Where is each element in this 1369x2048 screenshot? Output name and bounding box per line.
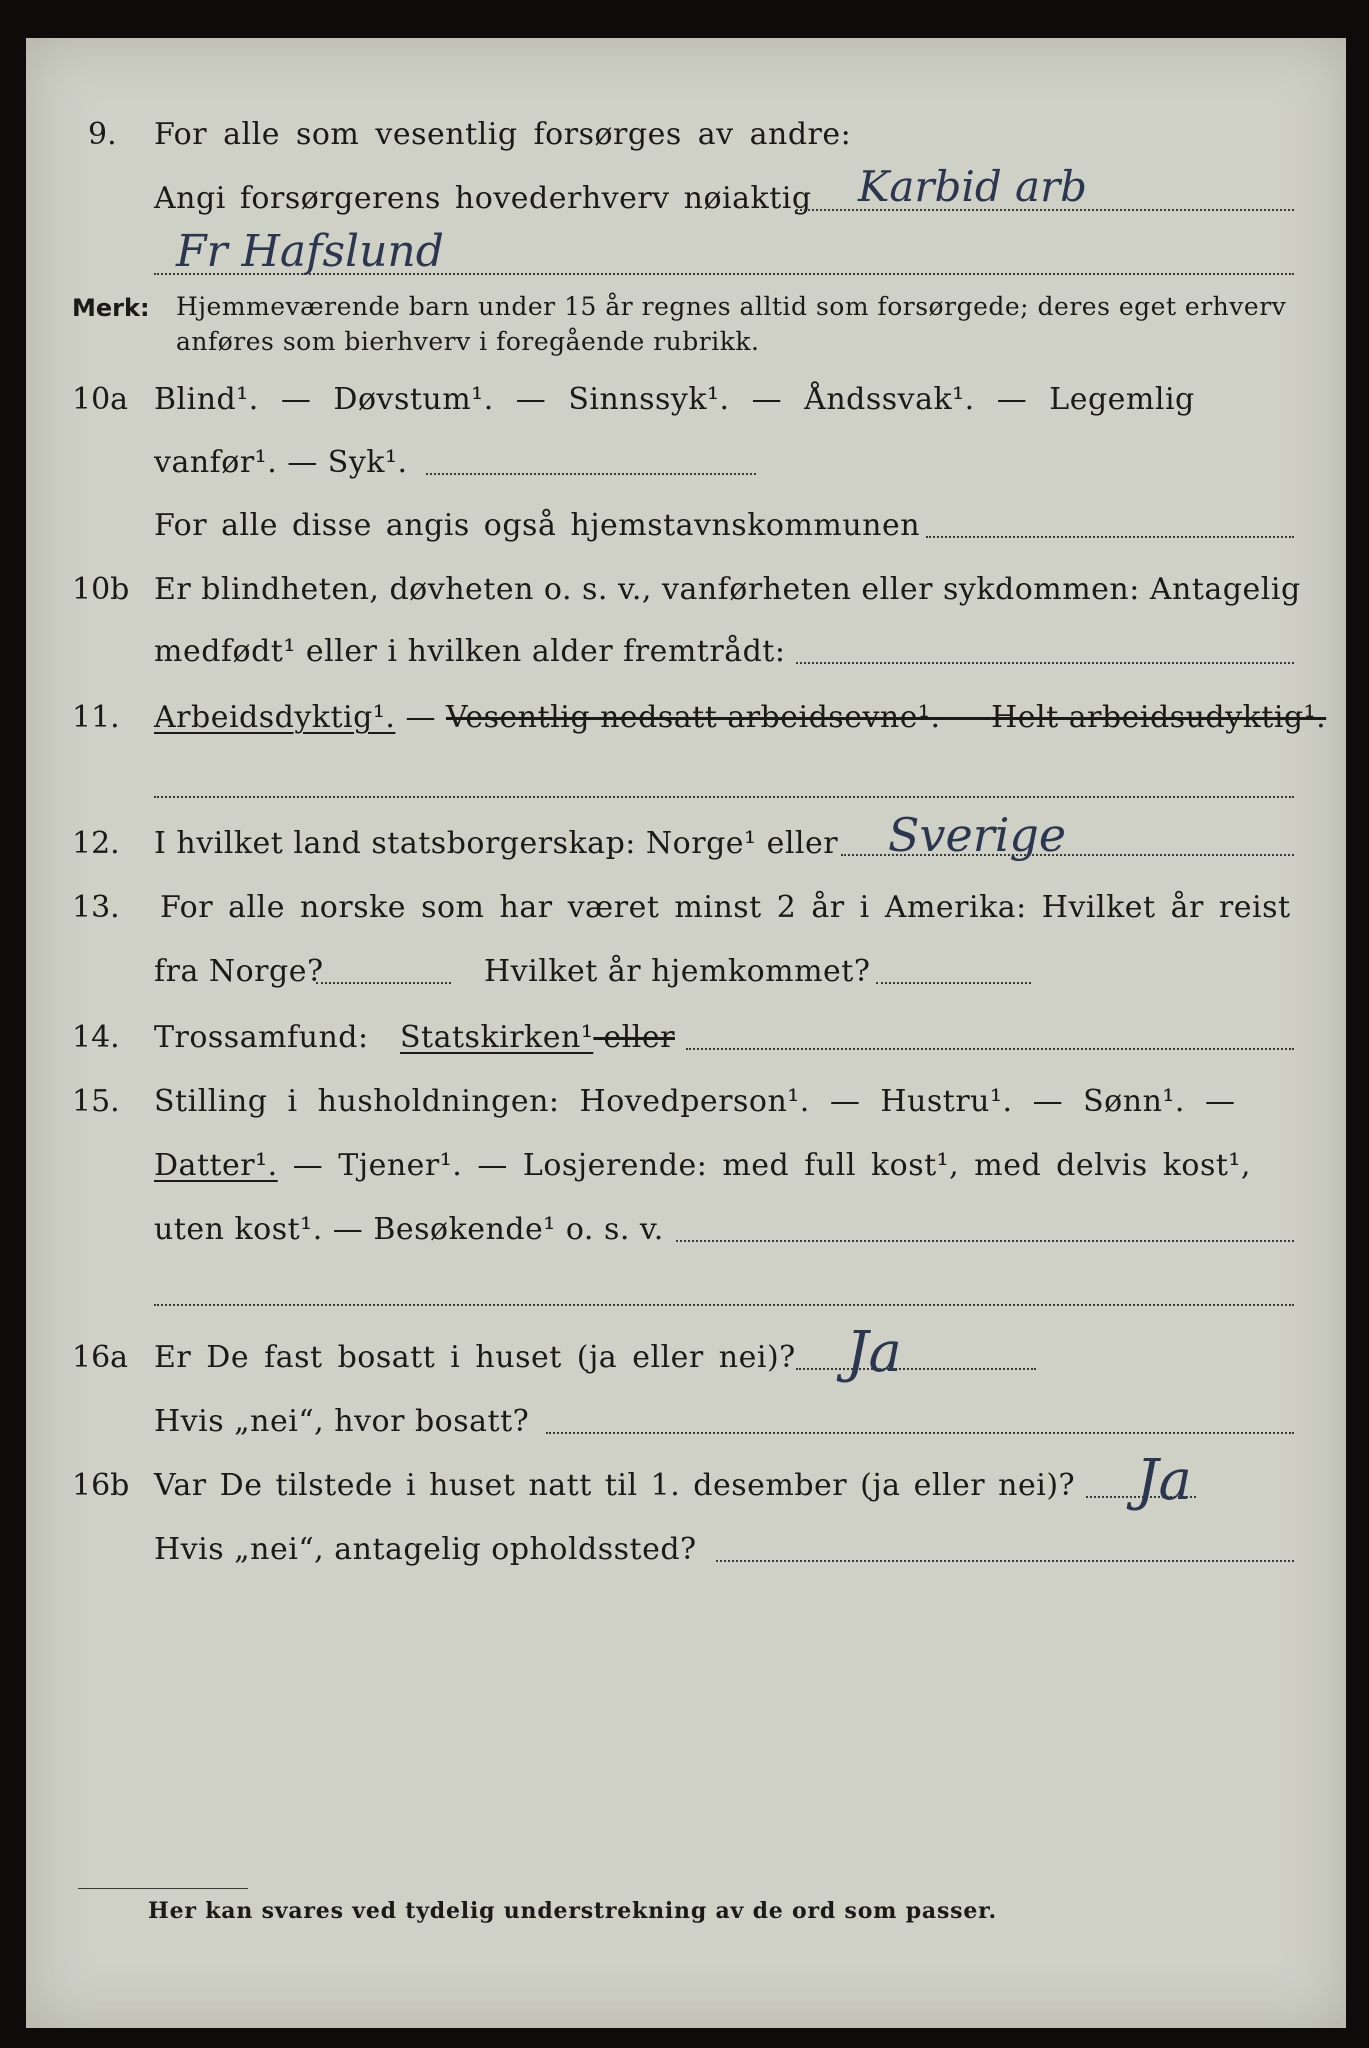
q10a-dotted-line-2 [926, 536, 1294, 538]
q14-options [400, 1018, 675, 1058]
q15-dotted-line [676, 1240, 1294, 1242]
q10a-line2: vanfør¹. — Syk¹. [154, 445, 408, 480]
q9-handwritten-employer: Fr Hafslund [176, 226, 444, 277]
q12-number: 12. [72, 826, 120, 861]
q10a-line3: For alle disse angis også hjemstavnskommunen [154, 508, 921, 543]
q10a-number: 10a [72, 382, 129, 417]
merk-line2: anføres som bierhverv i foregående rubrikk. [176, 327, 760, 356]
q11-options [154, 698, 1326, 738]
q14-option-eller: eller [593, 1020, 675, 1055]
q10b-dotted-line [796, 662, 1294, 664]
q11-option-udyktig: Helt arbeidsudyktig¹. [991, 700, 1327, 735]
q15-number: 15. [72, 1084, 120, 1119]
q11-separator: — [395, 700, 446, 735]
q16a-dotted-line [796, 1368, 1036, 1370]
q13-line1: For alle norske som har været minst 2 år i Amerika: Hvilket år reist [160, 890, 1291, 925]
q11-separator-2: — [940, 700, 992, 735]
q11-number: 11. [72, 700, 120, 735]
q14-option-statskirken: Statskirken¹ [400, 1020, 594, 1055]
q9-line2: Angi forsørgerens hovederhverv nøiaktig [154, 181, 812, 216]
q12-handwritten-country: Sverige [888, 808, 1067, 862]
form-sheet [26, 38, 1346, 2028]
q16b-dotted-line-2 [716, 1560, 1294, 1562]
q16a-dotted-line-2 [546, 1432, 1294, 1434]
footnote-rule [78, 1888, 248, 1889]
merk-label: Merk: [72, 294, 150, 322]
q12-text: I hvilket land statsborgerskap: Norge¹ eller [154, 826, 839, 861]
q11-option-arbeidsdyktig: Arbeidsdyktig¹. [154, 700, 396, 735]
q14-label: Trossamfund: [154, 1020, 369, 1055]
q9-handwritten-occupation: Karbid arb [858, 162, 1088, 211]
q9-line1: For alle som vesentlig forsørges av andre: [154, 117, 852, 152]
q10b-line1: Er blindheten, døvheten o. s. v., vanførheten eller sykdommen: Antagelig [154, 572, 1301, 607]
q15-option-datter: Datter¹. [154, 1148, 278, 1183]
q14-number: 14. [72, 1020, 120, 1055]
q15-line1: Stilling i husholdningen: Hovedperson¹. — Hustru¹. — Sønn¹. — [154, 1084, 1236, 1119]
q13-dotted-line-2 [876, 982, 1031, 984]
q11-dotted-line [154, 796, 1294, 798]
merk-line1: Hjemmeværende barn under 15 år regnes alltid som forsørgede; deres eget erhverv [176, 292, 1287, 321]
q16b-line2: Hvis „nei“, antagelig opholdssted? [154, 1532, 697, 1567]
q10b-line2: medfødt¹ eller i hvilken alder fremtrådt: [154, 634, 786, 669]
q13-dotted-line [316, 982, 451, 984]
q13-number: 13. [72, 890, 120, 925]
q16a-line1: Er De fast bosatt i huset (ja eller nei)? [154, 1340, 796, 1375]
q16a-number: 16a [72, 1340, 129, 1375]
q13-line2a: fra Norge? [154, 954, 324, 989]
q16a-line2: Hvis „nei“, hvor bosatt? [154, 1404, 530, 1439]
q10b-number: 10b [72, 572, 130, 607]
q10a-line1: Blind¹. — Døvstum¹. — Sinnssyk¹. — Åndssvak¹. — Legemlig [154, 382, 1195, 417]
q15-line3: uten kost¹. — Besøkende¹ o. s. v. [154, 1212, 664, 1247]
q16a-handwritten-answer: Ja [846, 1320, 902, 1385]
q16b-handwritten-answer: Ja [1136, 1448, 1192, 1513]
q16b-line1: Var De tilstede i huset natt til 1. desember (ja eller nei)? [154, 1468, 1076, 1503]
q16b-number: 16b [72, 1468, 130, 1503]
q13-line2b: Hvilket år hjemkommet? [484, 954, 871, 989]
q9-number: 9. [88, 117, 117, 152]
q15-line2 [154, 1146, 1251, 1186]
q10a-dotted-line [426, 473, 756, 475]
q11-option-nedsatt: Vesentlig nedsatt arbeidsevne¹. [445, 700, 941, 735]
q15-dotted-line-2 [154, 1304, 1294, 1306]
footnote-text: Her kan svares ved tydelig understrekning av de ord som passer. [148, 1898, 997, 1924]
q15-line2-rest: — Tjener¹. — Losjerende: med full kost¹, med delvis kost¹, [277, 1148, 1251, 1183]
q14-dotted-line [686, 1048, 1294, 1050]
